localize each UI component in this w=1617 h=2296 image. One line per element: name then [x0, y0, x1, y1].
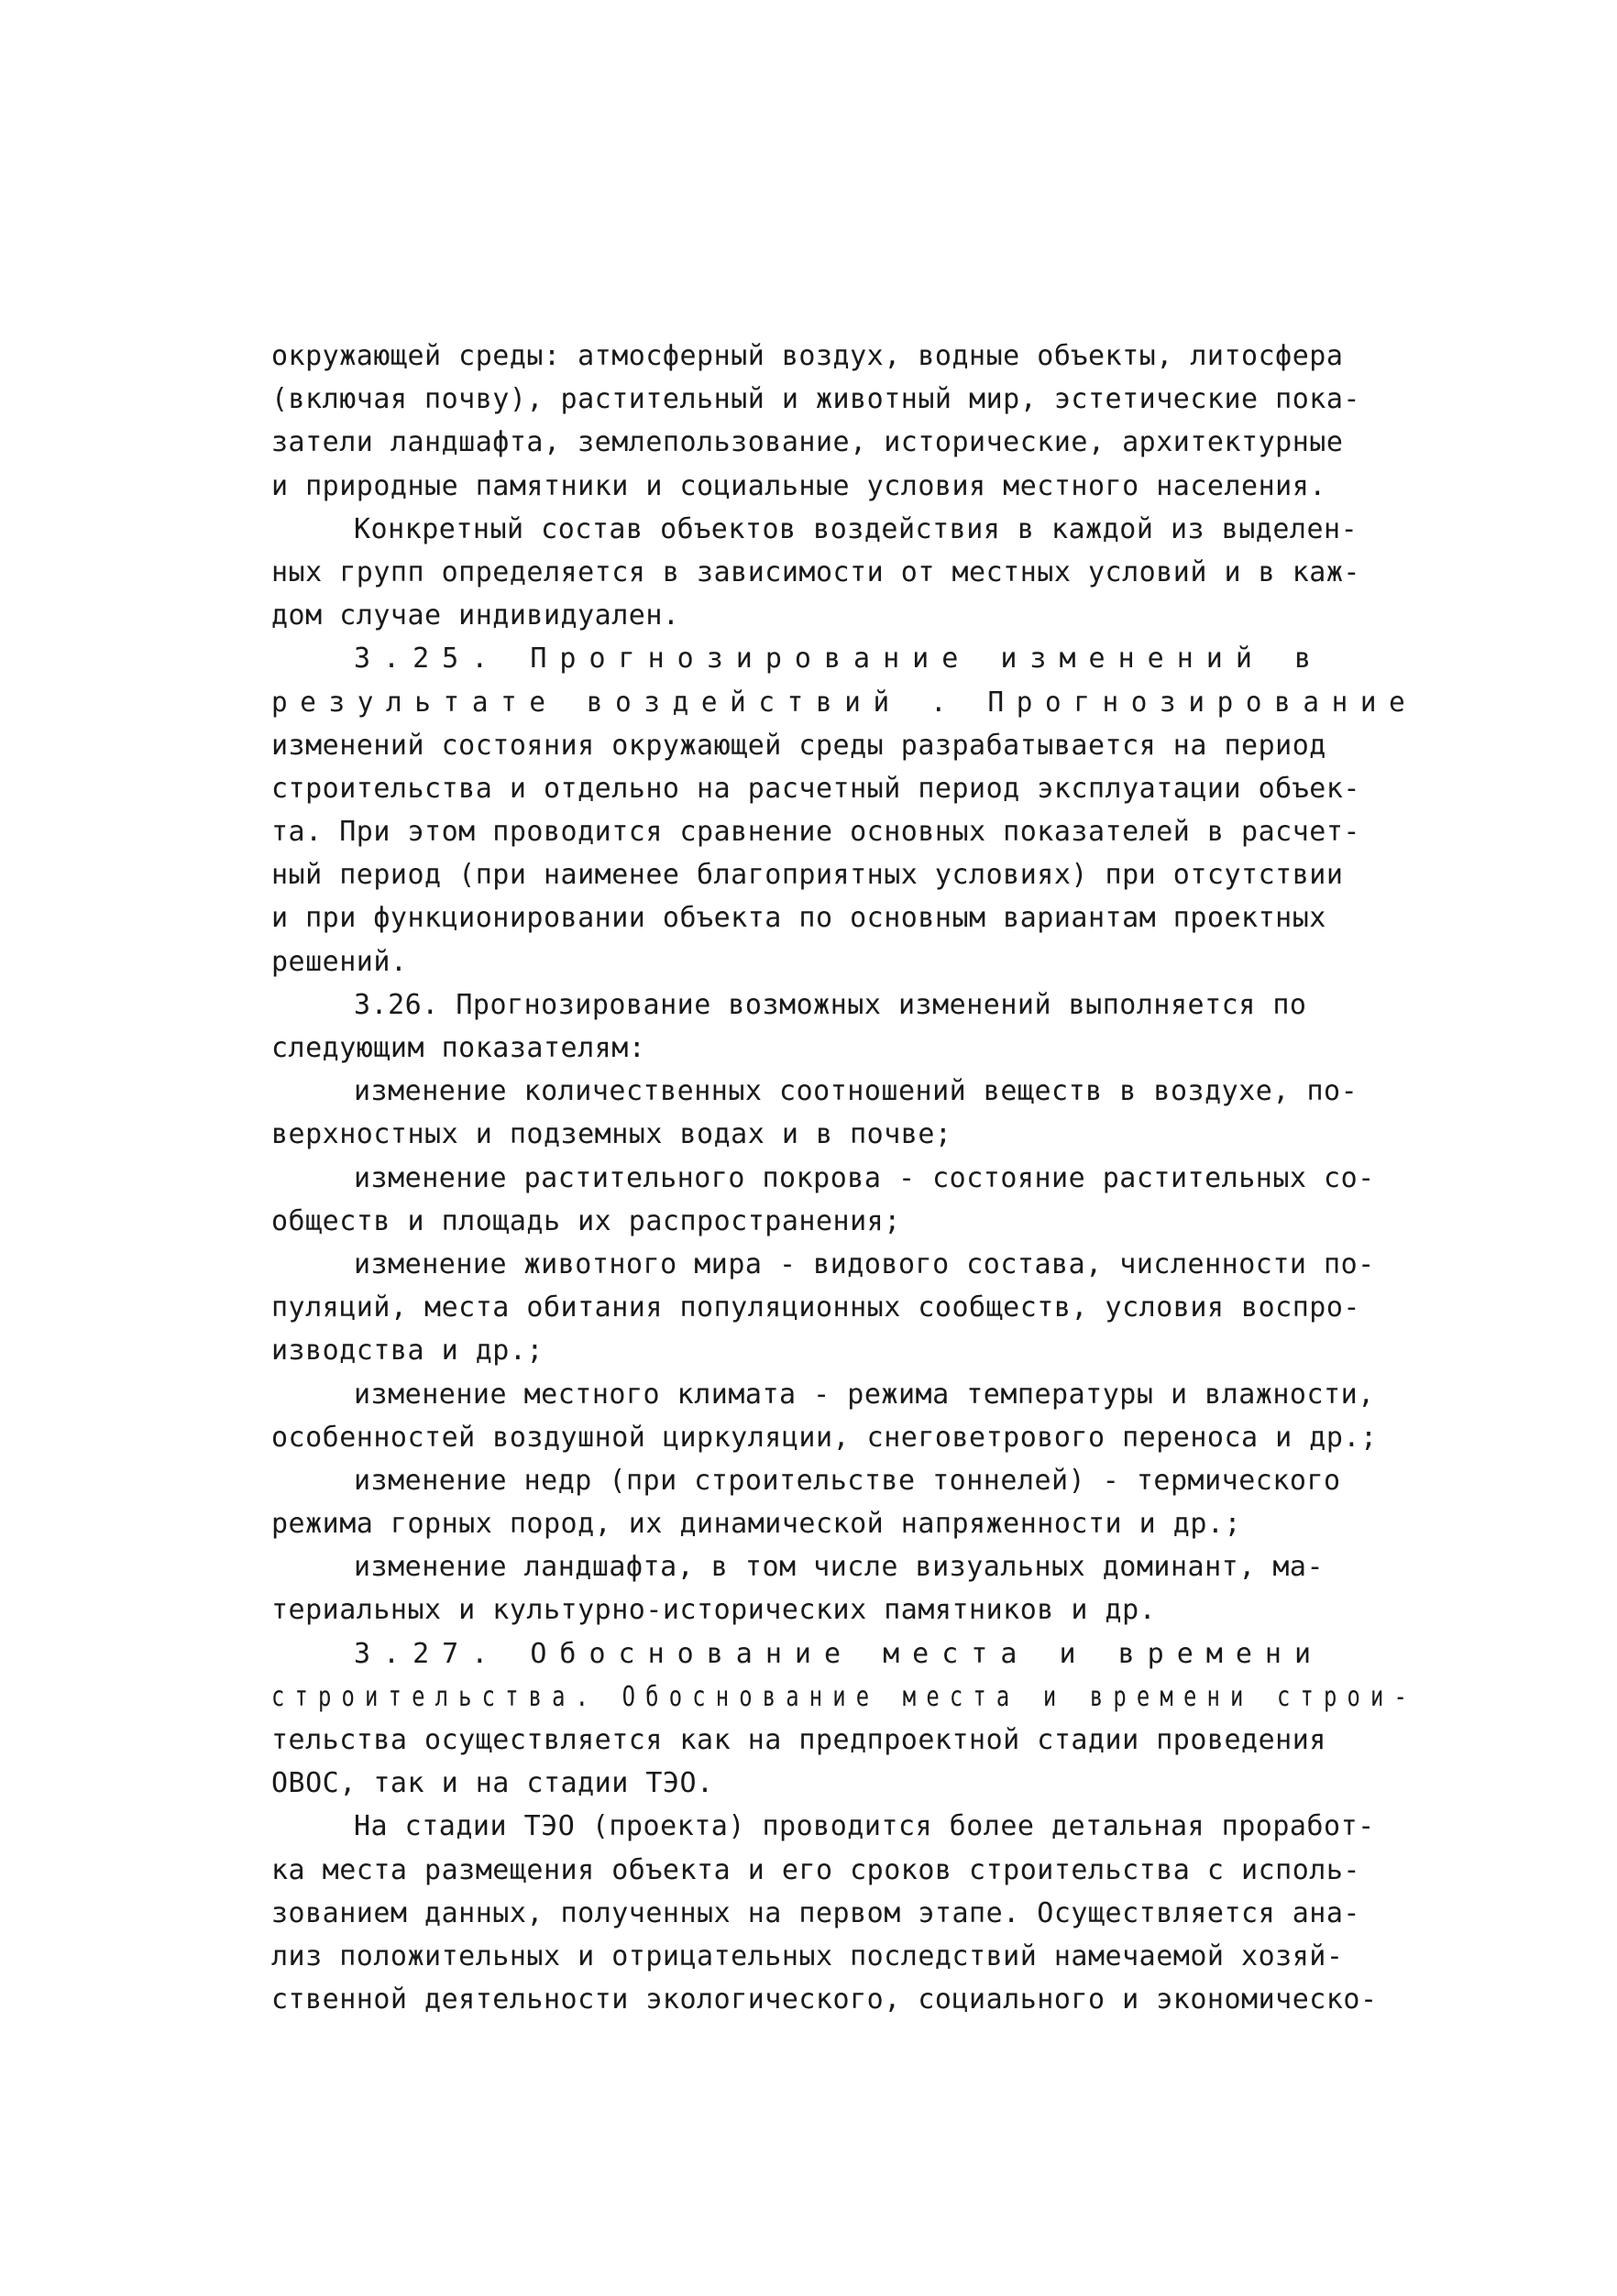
text-line: 3.27. Обоснование места и времени	[354, 1637, 1325, 1670]
text-line: и при функционировании объекта по основным вариантам проектных	[271, 902, 1326, 935]
text-line: изменение ландшафта, в том числе визуальных доминант, ма-	[354, 1551, 1325, 1584]
text-line: решений.	[271, 945, 408, 978]
text-line: зованием данных, полученных на первом этапе. Осуществляется ана-	[271, 1896, 1360, 1929]
document-body	[271, 335, 1417, 2021]
text-line: строительства. Обоснование места и времени строи-	[271, 1680, 1418, 1713]
text-line: затели ландшафта, землепользование, исторические, архитектурные	[271, 426, 1344, 459]
text-line: изводства и др.;	[271, 1335, 544, 1368]
text-line: тельства осуществляется как на предпроектной стадии проведения	[271, 1724, 1326, 1756]
text-line: изменение местного климата - режима температуры и влажности,	[354, 1378, 1375, 1411]
text-line: результате воздействий . Прогнозирование	[271, 686, 1418, 719]
text-line: ОВОС, так и на стадии ТЭО.	[271, 1767, 714, 1800]
text-line: изменение количественных соотношений веществ в воздухе, по-	[354, 1075, 1358, 1108]
text-line: ный период (при наименее благоприятных условиях) при отсутствии	[271, 859, 1344, 892]
text-line: изменений состояния окружающей среды разрабатывается на период	[271, 729, 1326, 762]
text-line: следующим показателям:	[271, 1032, 646, 1064]
text-line: окружающей среды: атмосферный воздух, водные объекты, литосфера	[271, 340, 1344, 372]
text-line: 3.25. Прогнозирование изменений в	[354, 643, 1325, 676]
text-line: Конкретный состав объектов воздействия в каждой из выделен-	[354, 512, 1358, 545]
text-line: ных групп определяется в зависимости от местных условий и в каж-	[271, 555, 1360, 588]
text-line: лиз положительных и отрицательных последствий намечаемой хозяй-	[271, 1939, 1344, 1972]
text-line: изменение недр (при строительстве тоннелей) - термического	[354, 1464, 1341, 1497]
text-line: верхностных и подземных водах и в почве;	[271, 1118, 952, 1151]
text-line: (включая почву), растительный и животный мир, эстетические пока-	[271, 383, 1360, 416]
text-line: пуляций, места обитания популяционных сообществ, условия воспро-	[271, 1291, 1360, 1324]
text-line: ственной деятельности экологического, социального и экономическо-	[271, 1983, 1378, 2016]
text-line: На стадии ТЭО (проекта) проводится более детальная проработ-	[354, 1810, 1375, 1843]
text-line: строительства и отдельно на расчетный период эксплуатации объек-	[271, 772, 1360, 805]
text-line: ка места размещения объекта и его сроков строительства с исполь-	[271, 1853, 1360, 1886]
text-line: изменение растительного покрова - состояние растительных со-	[354, 1161, 1375, 1194]
text-line: 3.26. Прогнозирование возможных изменений выполняется по	[354, 988, 1307, 1021]
text-line: режима горных пород, их динамической напряженности и др.;	[271, 1508, 1242, 1541]
text-line: териальных и культурно-исторических памятников и др.	[271, 1594, 1157, 1627]
text-line: и природные памятники и социальные условия местного населения.	[271, 469, 1326, 502]
text-line: изменение животного мира - видового состава, численности по-	[354, 1247, 1375, 1280]
text-line: особенностей воздушной циркуляции, снеговетрового переноса и др.;	[271, 1421, 1378, 1454]
text-line: та. При этом проводится сравнение основных показателей в расчет-	[271, 816, 1360, 849]
text-line: обществ и площадь их распространения;	[271, 1204, 901, 1237]
text-line: дом случае индивидуален.	[271, 599, 680, 632]
